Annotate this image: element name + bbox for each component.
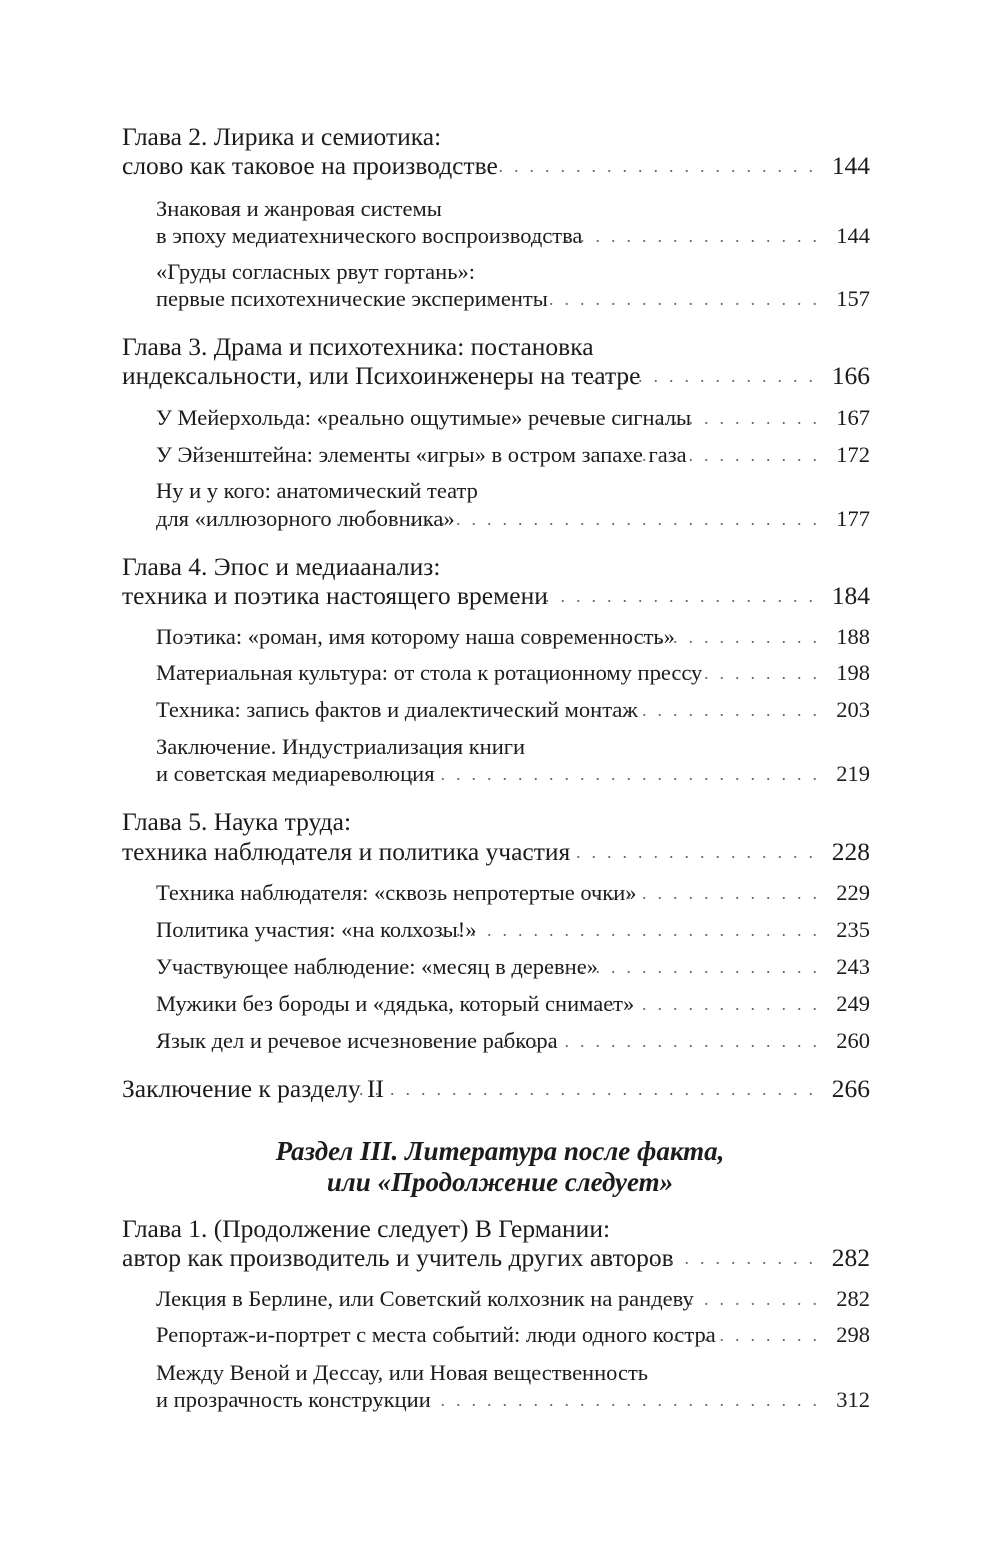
- page-number: 184: [831, 581, 870, 610]
- entry-line: [0, 656, 1000, 690]
- page-number: 266: [831, 1074, 870, 1103]
- dot-leader: ............: [642, 445, 828, 465]
- page-number: 282: [831, 1243, 870, 1272]
- entry-line: [0, 1318, 1000, 1352]
- dot-leader: ...........: [657, 663, 828, 683]
- entry-text: Политика участия: «на колхозы!»: [156, 917, 477, 942]
- entry-line: [0, 359, 1000, 393]
- entry-text: и советская медиареволюция: [156, 761, 435, 786]
- page-number: 167: [836, 405, 870, 430]
- section-heading-line: Раздел III. Литература после факта,: [275, 1136, 725, 1166]
- entry-text: Лекция в Берлине, или Советский колхозник на рандеву: [156, 1286, 694, 1311]
- dot-leader: ......................: [487, 289, 828, 309]
- entry-text: Техника наблюдателя: «сквозь непротертые очки»: [156, 880, 637, 905]
- page-number: 157: [836, 286, 870, 311]
- entry-text: Техника: запись фактов и диалектический монтаж: [156, 697, 638, 722]
- dot-leader: .................................: [312, 1079, 824, 1099]
- dot-leader: ...........: [657, 408, 828, 428]
- entry-text: в эпоху медиатехнического воспроизводства: [156, 223, 583, 248]
- entry-line: [0, 1383, 1000, 1417]
- entry-line: [0, 987, 1000, 1021]
- entry-text: Знаковая и жанровая системы: [156, 196, 442, 221]
- entry-text: Материальная культура: от стола к ротационному прессу: [156, 660, 703, 685]
- dot-leader: ..............................: [363, 764, 828, 784]
- dot-leader: ...............: [595, 700, 828, 720]
- entry-line: [0, 1282, 1000, 1316]
- entry-text: Глава 2. Лирика и семиотика:: [122, 122, 442, 151]
- entry-text: У Эйзенштейна: элементы «игры» в остром запахе газа: [156, 442, 687, 467]
- dot-leader: ...............: [595, 883, 828, 903]
- entry-text: для «иллюзорного любовника»: [156, 506, 455, 531]
- entry-line: [0, 913, 1000, 947]
- dot-leader: ............: [638, 1248, 824, 1268]
- page-number: 235: [836, 917, 870, 942]
- entry-text: слово как таковое на производстве: [122, 151, 498, 180]
- entry-text: Глава 4. Эпос и медиаанализ:: [122, 552, 441, 581]
- entry-text: «Груды согласных рвут гортань»:: [156, 259, 475, 284]
- page-number: 166: [831, 361, 870, 390]
- entry-line: [0, 876, 1000, 910]
- entry-text: автор как производитель и учитель других авторов: [122, 1243, 674, 1272]
- page-number: 260: [836, 1028, 870, 1053]
- dot-leader: ...............: [591, 366, 824, 386]
- page-number: 312: [836, 1387, 870, 1412]
- dot-leader: ...........................: [409, 920, 828, 940]
- entry-text: Поэтика: «роман, имя которому наша современность»: [156, 624, 675, 649]
- page-number: 177: [836, 506, 870, 531]
- page-number: 298: [836, 1322, 870, 1347]
- entry-line: [0, 401, 1000, 435]
- dot-leader: .............: [626, 627, 828, 647]
- entry-line: [0, 149, 1000, 183]
- entry-line: [0, 693, 1000, 727]
- entry-text: Репортаж-и-портрет с места событий: люди одного костра: [156, 1322, 716, 1347]
- entry-line: [0, 620, 1000, 654]
- page-number: 282: [836, 1286, 870, 1311]
- page-number: 203: [836, 697, 870, 722]
- dot-leader: ..............................: [363, 1390, 828, 1410]
- page-number: 219: [836, 761, 870, 786]
- entry-line: [0, 502, 1000, 536]
- entry-text: первые психотехнические эксперименты: [156, 286, 548, 311]
- entry-text: и прозрачность конструкции: [156, 1387, 431, 1412]
- entry-text: Мужики без бороды и «дядька, который снимает»: [156, 991, 635, 1016]
- page-number: 229: [836, 880, 870, 905]
- dot-leader: ...............: [595, 994, 828, 1014]
- dot-leader: ..........: [673, 1325, 828, 1345]
- page-number: 228: [831, 837, 870, 866]
- entry-text: Глава 5. Наука труда:: [122, 807, 352, 836]
- section-heading-line: или «Продолжение следует»: [326, 1167, 674, 1197]
- dot-leader: ............................: [394, 509, 828, 529]
- entry-text: техника наблюдателя и политика участия: [122, 837, 571, 866]
- page-number: 172: [836, 442, 870, 467]
- entry-line: [0, 950, 1000, 984]
- entry-line: [0, 438, 1000, 472]
- entry-line: [0, 219, 1000, 253]
- dot-leader: .........................: [436, 156, 824, 176]
- entry-line: [0, 579, 1000, 613]
- page-number: 249: [836, 991, 870, 1016]
- entry-text: индексальности, или Психоинженеры на театре: [122, 361, 641, 390]
- dot-leader: ...........: [657, 1289, 828, 1309]
- dot-leader: ...................: [533, 226, 828, 246]
- entry-text: Участвующее наблюдение: «месяц в деревне»: [156, 954, 598, 979]
- dot-leader: .....................: [498, 586, 824, 606]
- page-number: 243: [836, 954, 870, 979]
- entry-text: Язык дел и речевое исчезновение рабкора: [156, 1028, 558, 1053]
- entry-line: [0, 1241, 1000, 1275]
- dot-leader: ....................: [514, 842, 824, 862]
- page-number: 198: [836, 660, 870, 685]
- page-number: 144: [836, 223, 870, 248]
- entry-text: Заключение к разделу II: [122, 1074, 384, 1103]
- entry-line: [0, 757, 1000, 791]
- page-number: 188: [836, 624, 870, 649]
- entry-line: [0, 282, 1000, 316]
- entry-text: Между Веной и Дессау, или Новая вещественность: [156, 1360, 649, 1385]
- entry-line: [0, 835, 1000, 869]
- entry-text: Заключение. Индустриализация книги: [156, 734, 526, 759]
- entry-line: [0, 1072, 1000, 1106]
- entry-line: [0, 805, 1000, 839]
- page-number: 144: [831, 151, 870, 180]
- entry-text: У Мейерхольда: «реально ощутимые» речевые сигналы: [156, 405, 692, 430]
- entry-line: [0, 1024, 1000, 1058]
- entry-text: техника и поэтика настоящего времени: [122, 581, 548, 610]
- entry-text: Глава 3. Драма и психотехника: постановка: [122, 332, 594, 361]
- entry-text: Ну и у кого: анатомический театр: [156, 478, 478, 503]
- entry-text: Глава 1. (Продолжение следует) В Германии:: [122, 1214, 611, 1243]
- dot-leader: .....................: [502, 1031, 828, 1051]
- dot-leader: ..................: [549, 957, 828, 977]
